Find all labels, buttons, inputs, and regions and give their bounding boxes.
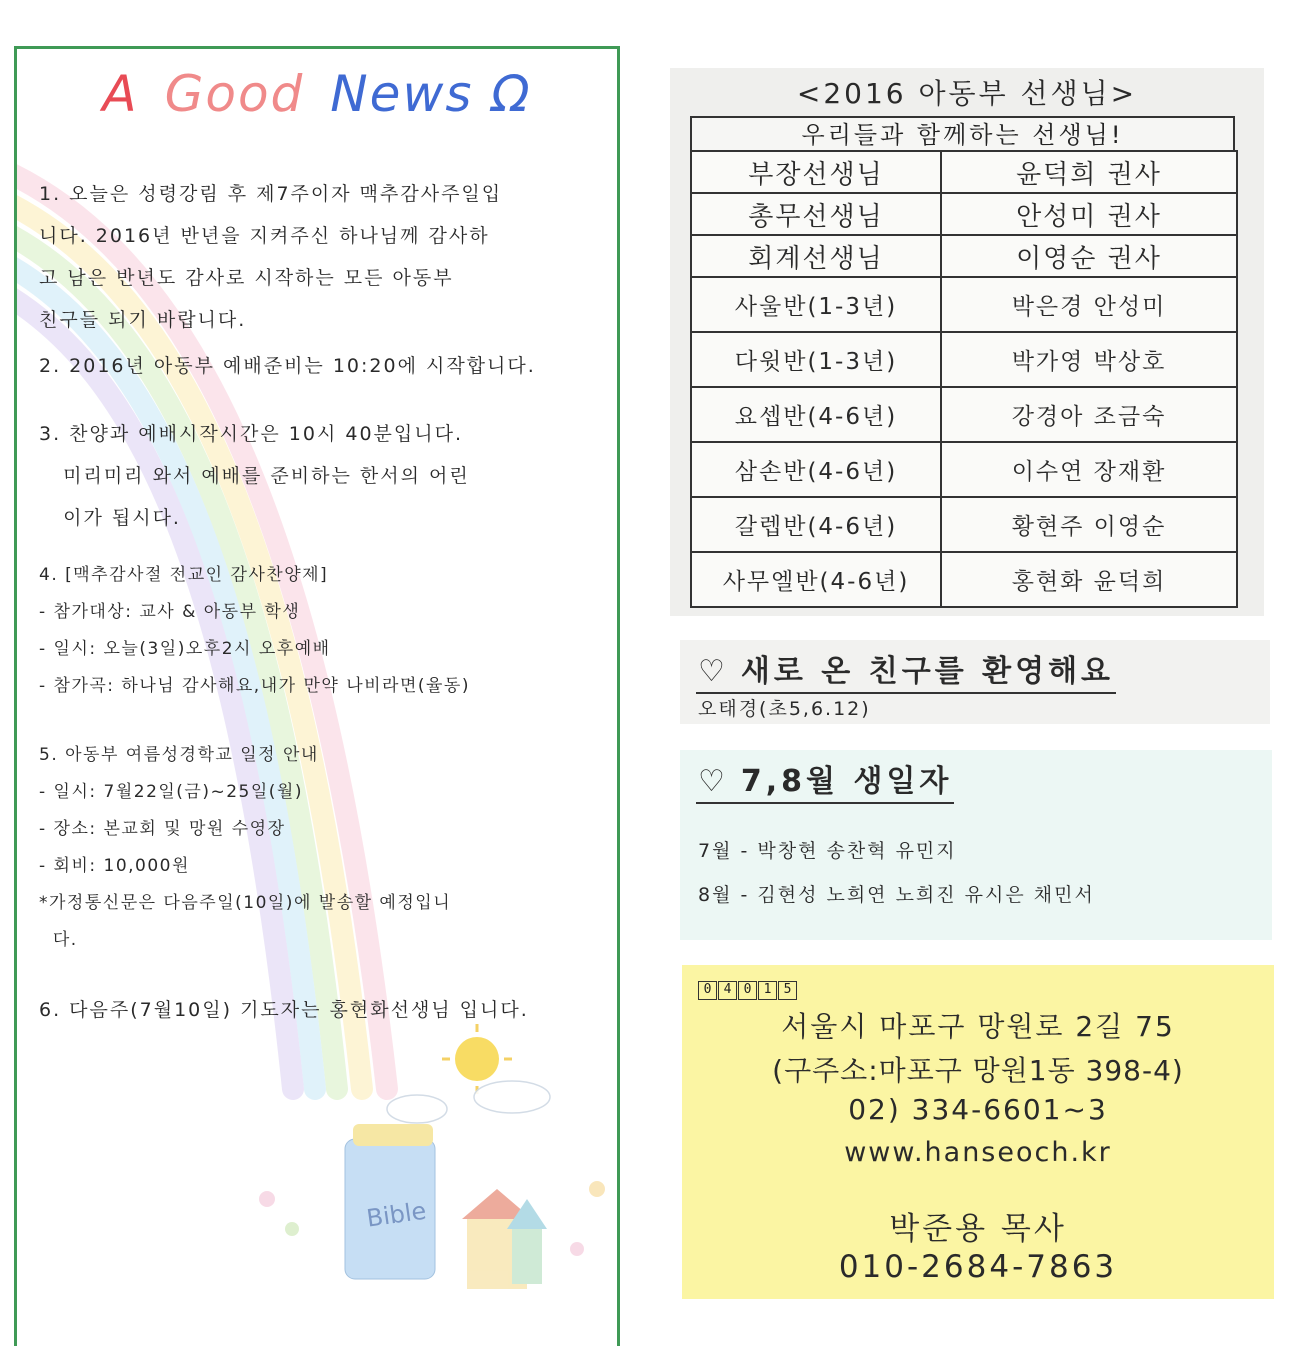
- class-name: 사울반(1-3년): [691, 277, 941, 332]
- table-row: [691, 277, 1237, 332]
- class-name: 사무엘반(4-6년): [691, 552, 941, 607]
- staff-role: 회계선생님: [691, 235, 941, 277]
- class-name: 삼손반(4-6년): [691, 442, 941, 497]
- church-phone: 02) 334-6601~3: [848, 1093, 1108, 1126]
- church-website[interactable]: www.hanseoch.kr: [844, 1137, 1112, 1168]
- class-name: 요셉반(4-6년): [691, 387, 941, 442]
- class-teachers: 박은경 안성미: [941, 277, 1237, 332]
- table-row: [691, 193, 1237, 235]
- class-teachers: 박가영 박상호: [941, 332, 1237, 387]
- staff-name: 윤덕희 권사: [941, 151, 1237, 193]
- table-row: [691, 151, 1237, 193]
- postal-code: [698, 981, 797, 1000]
- postal-digit: 0: [698, 981, 717, 1000]
- notice-5: 5. 아동부 여름성경학교 일정 안내 - 일시: 7월22일(금)~25일(월) - 장소: 본교회 및 망원 수영장 - 회비: 10,000원 *가정통신문은 다음주일(10일)에 발송할 예정입니 다.: [39, 745, 452, 950]
- staff-section: [670, 68, 1264, 616]
- church-address: 서울시 마포구 망원로 2길 75: [781, 1010, 1175, 1043]
- table-row: [691, 387, 1237, 442]
- table-row: [691, 332, 1237, 387]
- class-teachers: 이수연 장재환: [941, 442, 1237, 497]
- church-old-address: (구주소:마포구 망원1동 398-4): [772, 1054, 1184, 1087]
- notice-1: 1. 오늘은 성령강림 후 제7주이자 맥추감사주일입 니다. 2016년 반년을 지켜주신 하나님께 감사하 고 남은 반년도 감사로 시작하는 모든 아동부 친구들 되기 바랍니다.: [39, 183, 503, 331]
- heart-icon: ♡: [698, 764, 729, 799]
- welcome-section: [680, 640, 1270, 724]
- heart-icon: ♡: [698, 654, 729, 689]
- title-word-news: News: [330, 65, 474, 123]
- birthday-section: [680, 750, 1272, 940]
- welcome-entry: 오태경(초5,6.12): [698, 698, 871, 720]
- class-name: 다윗반(1-3년): [691, 332, 941, 387]
- postal-digit: 0: [738, 981, 757, 1000]
- welcome-heading: [696, 646, 1116, 694]
- postal-digit: 5: [778, 981, 797, 1000]
- class-teachers: 강경아 조금숙: [941, 387, 1237, 442]
- table-row: [691, 442, 1237, 497]
- staff-role: 총무선생님: [691, 193, 941, 235]
- birthday-july: 7월 - 박창현 송찬혁 유민지: [698, 840, 957, 862]
- newsletter-panel: [14, 46, 620, 1346]
- birthday-august: 8월 - 김현성 노희연 노희진 유시은 채민서: [698, 884, 1095, 906]
- title-word-a: A: [102, 65, 139, 123]
- newsletter-title: [17, 65, 617, 123]
- birthday-heading: [696, 756, 954, 804]
- notice-3: 3. 찬양과 예배시작시간은 10시 40분입니다. 미리미리 와서 예배를 준비하는 한서의 어린 이가 됩시다.: [39, 423, 470, 529]
- title-word-good: Good: [164, 65, 305, 123]
- church-contact: [682, 965, 1274, 1299]
- class-teachers: 홍현화 윤덕희: [941, 552, 1237, 607]
- staff-table: [690, 150, 1238, 608]
- table-row: [691, 497, 1237, 552]
- notice-6: 6. 다음주(7월10일) 기도자는 홍현화선생님 입니다.: [39, 999, 529, 1021]
- postal-digit: 1: [758, 981, 777, 1000]
- welcome-heading-text: 새로 온 친구를 환영해요: [740, 654, 1115, 689]
- class-name: 갈렙반(4-6년): [691, 497, 941, 552]
- class-teachers: 황현주 이영순: [941, 497, 1237, 552]
- notice-4: 4. [맥추감사절 전교인 감사찬양제] - 참가대상: 교사 & 아동부 학생 - 일시: 오늘(3일)오후2시 오후예배 - 참가곡: 하나님 감사해요,내가 만약 나비라면(율동): [39, 565, 470, 696]
- house-icon: [462, 1189, 547, 1289]
- postal-digit: 4: [718, 981, 737, 1000]
- birthday-heading-text: 7,8월 생일자: [740, 764, 953, 799]
- staff-name: 이영순 권사: [941, 235, 1237, 277]
- notice-2: 2. 2016년 아동부 예배준비는 10:20에 시작합니다.: [39, 355, 536, 377]
- pastor-name: 박준용 목사: [889, 1211, 1067, 1247]
- omega-icon: Ω: [491, 65, 532, 123]
- bible-label: Bible: [364, 1196, 428, 1233]
- staff-title: <2016 아동부 선생님>: [796, 77, 1138, 110]
- pastor-mobile: 010-2684-7863: [838, 1249, 1118, 1285]
- staff-role: 부장선생님: [691, 151, 941, 193]
- staff-name: 안성미 권사: [941, 193, 1237, 235]
- table-row: [691, 552, 1237, 607]
- staff-subtitle: 우리들과 함께하는 선생님!: [690, 116, 1235, 150]
- table-row: [691, 235, 1237, 277]
